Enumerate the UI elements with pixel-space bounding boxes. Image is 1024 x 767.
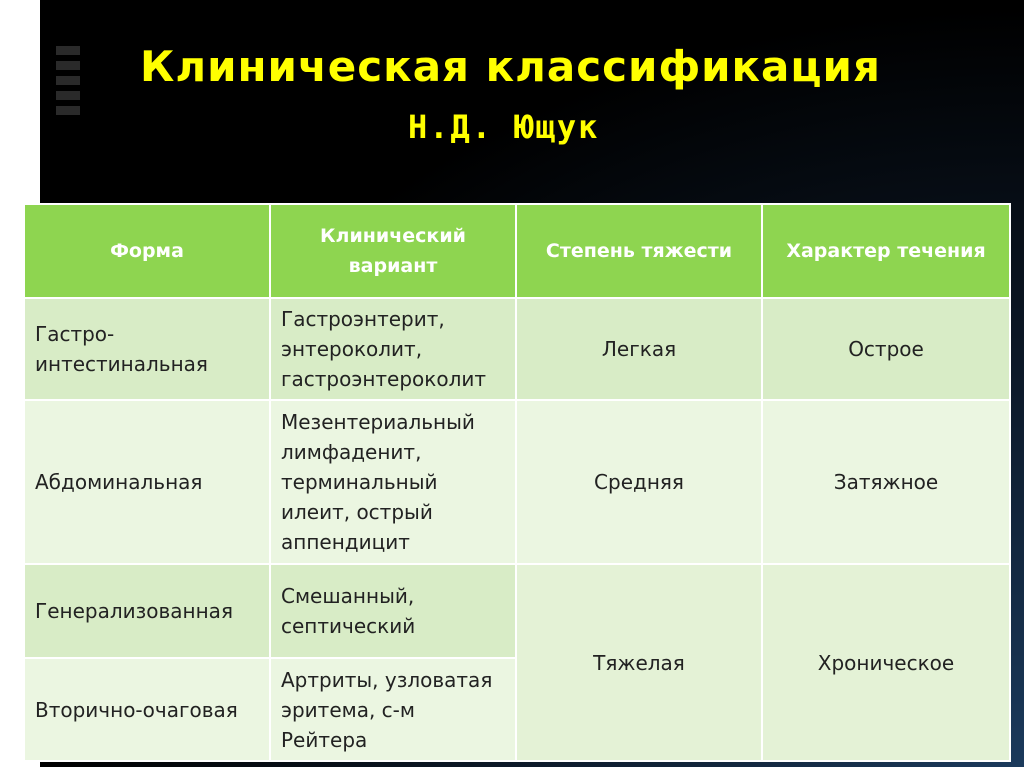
slide-title: Клиническая классификация — [140, 42, 881, 91]
header-course: Характер течения — [762, 204, 1010, 298]
table-header-row — [24, 204, 1010, 298]
severity-cell: Средняя — [516, 400, 762, 564]
header-form: Форма — [24, 204, 270, 298]
variant-cell: Мезентериальный лимфаденит, терминальный илеит, острый аппендицит — [270, 400, 516, 564]
decorative-bars — [56, 46, 80, 116]
form-cell: Вторично-очаговая — [24, 658, 270, 761]
course-cell: Острое — [762, 298, 1010, 400]
table-row — [24, 564, 1010, 658]
form-cell: Гастро-интестинальная — [24, 298, 270, 400]
slide-subtitle: Н.Д. Ющук — [408, 108, 600, 146]
header-variant: Клинический вариант — [270, 204, 516, 298]
severity-cell: Тяжелая — [516, 564, 762, 761]
course-cell: Хроническое — [762, 564, 1010, 761]
severity-cell: Легкая — [516, 298, 762, 400]
form-cell: Абдоминальная — [24, 400, 270, 564]
table-row — [24, 298, 1010, 400]
course-cell: Затяжное — [762, 400, 1010, 564]
classification-table — [23, 203, 1011, 762]
variant-cell: Артриты, узловатая эритема, с-м Рейтера — [270, 658, 516, 761]
table-row — [24, 400, 1010, 564]
header-severity: Степень тяжести — [516, 204, 762, 298]
variant-cell: Гастроэнтерит, энтероколит, гастроэнтероколит — [270, 298, 516, 400]
variant-cell: Смешанный, септический — [270, 564, 516, 658]
form-cell: Генерализованная — [24, 564, 270, 658]
